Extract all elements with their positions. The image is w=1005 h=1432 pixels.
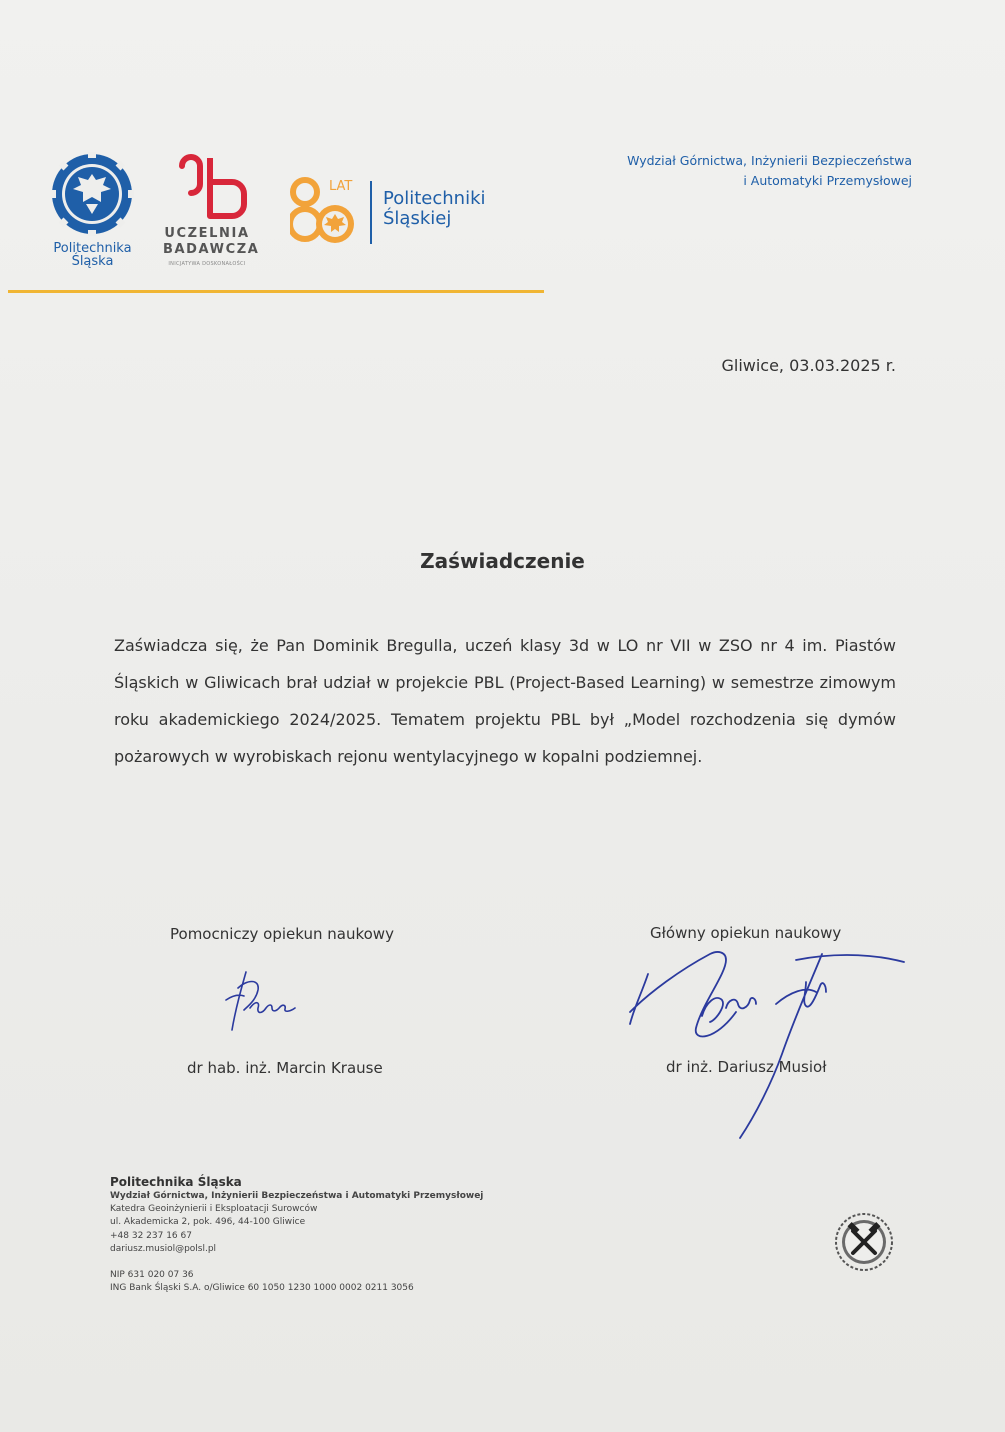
left-signer-name: dr hab. inż. Marcin Krause bbox=[187, 1059, 383, 1077]
politechnika-logo-line2: Śląska bbox=[71, 254, 114, 269]
footer-faculty: Wydział Górnictwa, Inżynierii Bezpieczeństwa i Automatyki Przemysłowej bbox=[110, 1191, 484, 1201]
politechnika-logo-line1: Politechnika bbox=[53, 241, 132, 256]
footer-phone: +48 32 237 16 67 bbox=[110, 1230, 192, 1241]
80-lat-logo-text bbox=[383, 189, 486, 229]
politechnika-slaska-logo-icon bbox=[50, 152, 134, 236]
80-lat-line1: Politechniki bbox=[383, 188, 486, 209]
department-name bbox=[560, 151, 912, 191]
document-body: Zaświadcza się, że Pan Dominik Bregulla, uczeń klasy 3d w LO nr VII w ZSO nr 4 im. Piastów Śląskich w Gliwicach brał udział w projekcie PBL (Project-Based Learning) w semestrze zimowym roku akademickiego 2024/2025. Tematem projektu PBL był „Model rozchodzenia się dymów pożarowych w wyrobiskach rejonu wentylacyjnego w kopalni podziemnej. bbox=[114, 636, 896, 766]
ub-logo-subtitle: INICJATYWA DOSKONAŁOŚCI bbox=[168, 261, 246, 267]
right-signature-icon bbox=[626, 942, 908, 1140]
uczelnia-badawcza-logo-icon bbox=[178, 154, 248, 222]
footer-nip: NIP 631 020 07 36 bbox=[110, 1270, 194, 1281]
footer-bank: ING Bank Śląski S.A. o/Gliwice 60 1050 1230 1000 0002 0211 3056 bbox=[110, 1283, 414, 1294]
footer-email: dariusz.musiol@polsl.pl bbox=[110, 1243, 217, 1254]
ub-logo-line2: BADAWCZA bbox=[163, 242, 260, 257]
right-signer-name: dr inż. Dariusz Musioł bbox=[666, 1058, 827, 1076]
footer-org: Politechnika Śląska bbox=[110, 1175, 242, 1189]
document-title: Zaświadczenie bbox=[420, 549, 585, 573]
uczelnia-badawcza-logo-text bbox=[163, 226, 260, 258]
politechnika-logo-text bbox=[40, 242, 145, 268]
ub-logo-line1: UCZELNIA bbox=[164, 226, 250, 241]
document-date: Gliwice, 03.03.2025 r. bbox=[721, 356, 896, 375]
footer-address: ul. Akademicka 2, pok. 496, 44-100 Gliwice bbox=[110, 1217, 306, 1228]
hammer-and-pick-seal-icon bbox=[834, 1212, 894, 1272]
footer bbox=[110, 1174, 483, 1295]
left-signature-icon bbox=[220, 968, 310, 1042]
header-rule bbox=[8, 290, 544, 293]
80-lat-divider bbox=[370, 181, 372, 244]
footer-chair: Katedra Geoinżynierii i Eksploatacji Surowców bbox=[110, 1204, 318, 1215]
right-signer-role: Główny opiekun naukowy bbox=[650, 924, 842, 942]
department-line2: i Automatyki Przemysłowej bbox=[743, 173, 912, 188]
80-lat-logo-lat: LAT bbox=[329, 179, 353, 194]
department-line1: Wydział Górnictwa, Inżynierii Bezpieczeństwa bbox=[627, 153, 912, 168]
left-signer-role: Pomocniczy opiekun naukowy bbox=[170, 925, 394, 943]
80-lat-line2: Śląskiej bbox=[383, 208, 452, 229]
